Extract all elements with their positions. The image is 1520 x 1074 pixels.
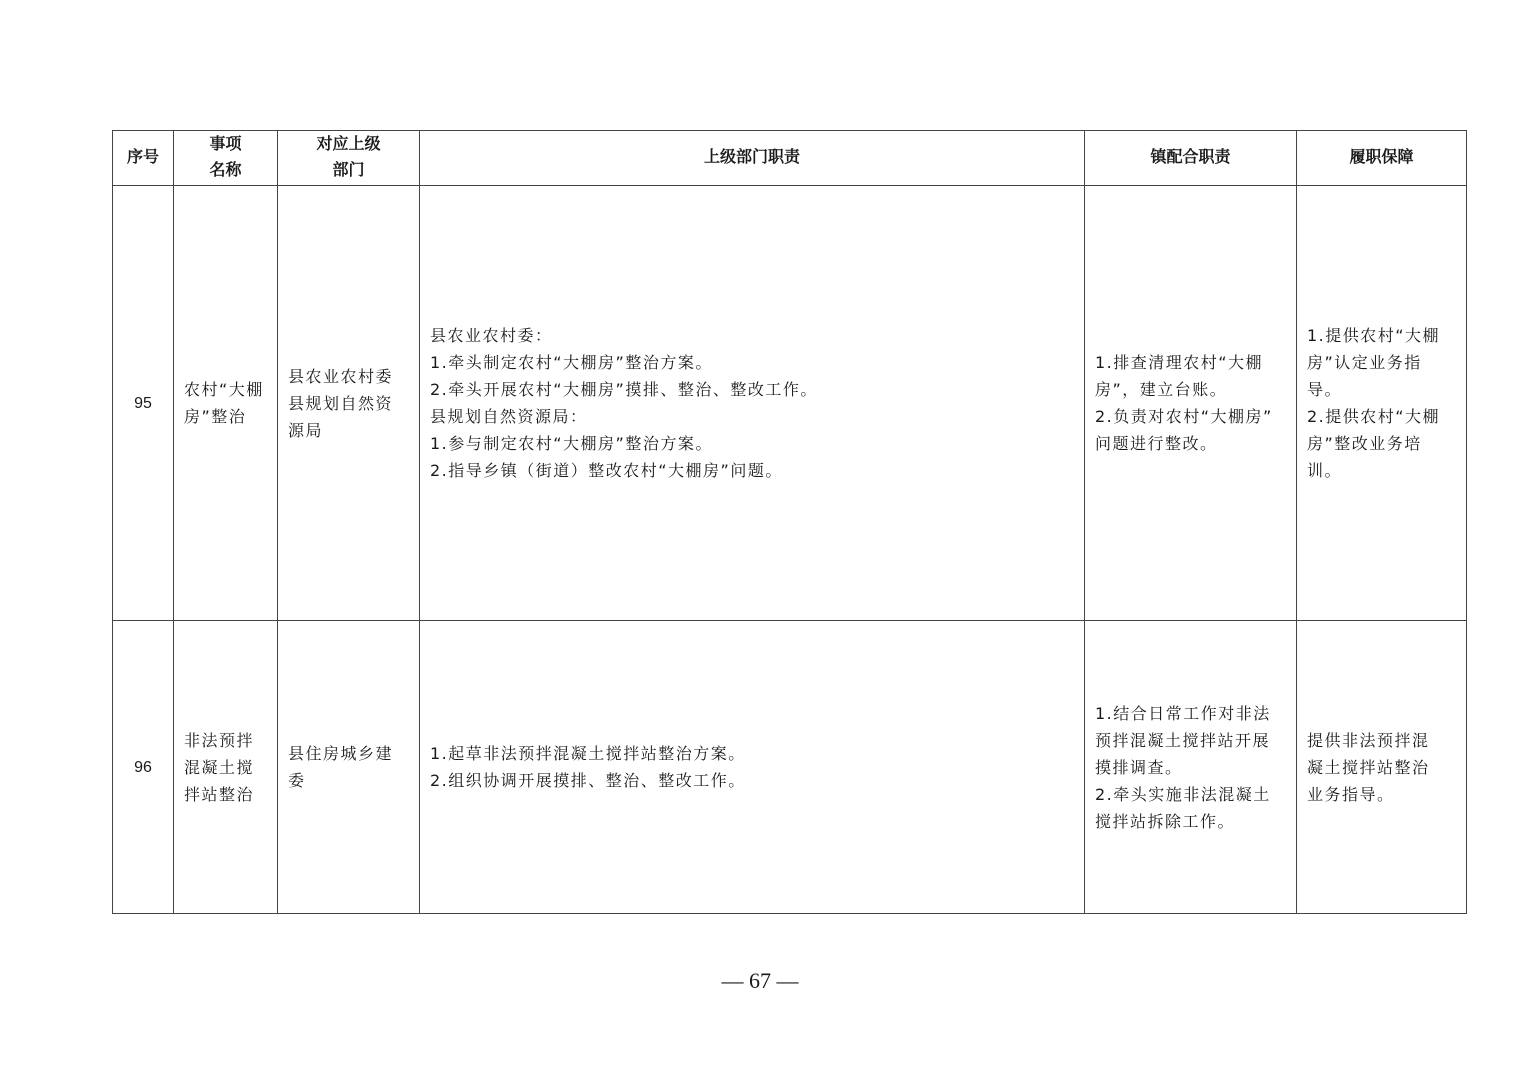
header-superior-duty: 上级部门职责 xyxy=(420,131,1085,186)
row-seq: 95 xyxy=(113,186,174,621)
header-seq: 序号 xyxy=(113,131,174,186)
table-header-row xyxy=(113,131,1467,186)
header-item-name: 事项 名称 xyxy=(174,131,278,186)
row-item-name: 非法预拌 混凝土搅 拌站整治 xyxy=(174,621,278,914)
row-guarantee: 1.提供农村“大棚 房”认定业务指 导。 2.提供农村“大棚 房”整改业务培 训。 xyxy=(1297,186,1467,621)
row-superior-dept: 县农业农村委 县规划自然资 源局 xyxy=(278,186,420,621)
table-row xyxy=(113,186,1467,621)
header-town-duty: 镇配合职责 xyxy=(1085,131,1297,186)
row-guarantee: 提供非法预拌混 凝土搅拌站整治 业务指导。 xyxy=(1297,621,1467,914)
page-number: — 67 — xyxy=(721,968,799,993)
header-guarantee: 履职保障 xyxy=(1297,131,1467,186)
row-superior-duty: 1.起草非法预拌混凝土搅拌站整治方案。 2.组织协调开展摸排、整治、整改工作。 xyxy=(420,621,1085,914)
row-superior-dept: 县住房城乡建 委 xyxy=(278,621,420,914)
table-row xyxy=(113,621,1467,914)
row-seq: 96 xyxy=(113,621,174,914)
row-town-duty: 1.结合日常工作对非法 预拌混凝土搅拌站开展 摸排调查。 2.牵头实施非法混凝土 搅拌站拆除工作。 xyxy=(1085,621,1297,914)
row-superior-duty: 县农业农村委： 1.牵头制定农村“大棚房”整治方案。 2.牵头开展农村“大棚房”摸排、整治、整改工作。 县规划自然资源局： 1.参与制定农村“大棚房”整治方案。 2.指导乡镇（街道）整改农村“大棚房”问题。 xyxy=(420,186,1085,621)
responsibility-table xyxy=(112,130,1467,914)
header-superior-dept: 对应上级 部门 xyxy=(278,131,420,186)
row-item-name: 农村“大棚 房”整治 xyxy=(174,186,278,621)
row-town-duty: 1.排查清理农村“大棚 房”，建立台账。 2.负责对农村“大棚房” 问题进行整改。 xyxy=(1085,186,1297,621)
